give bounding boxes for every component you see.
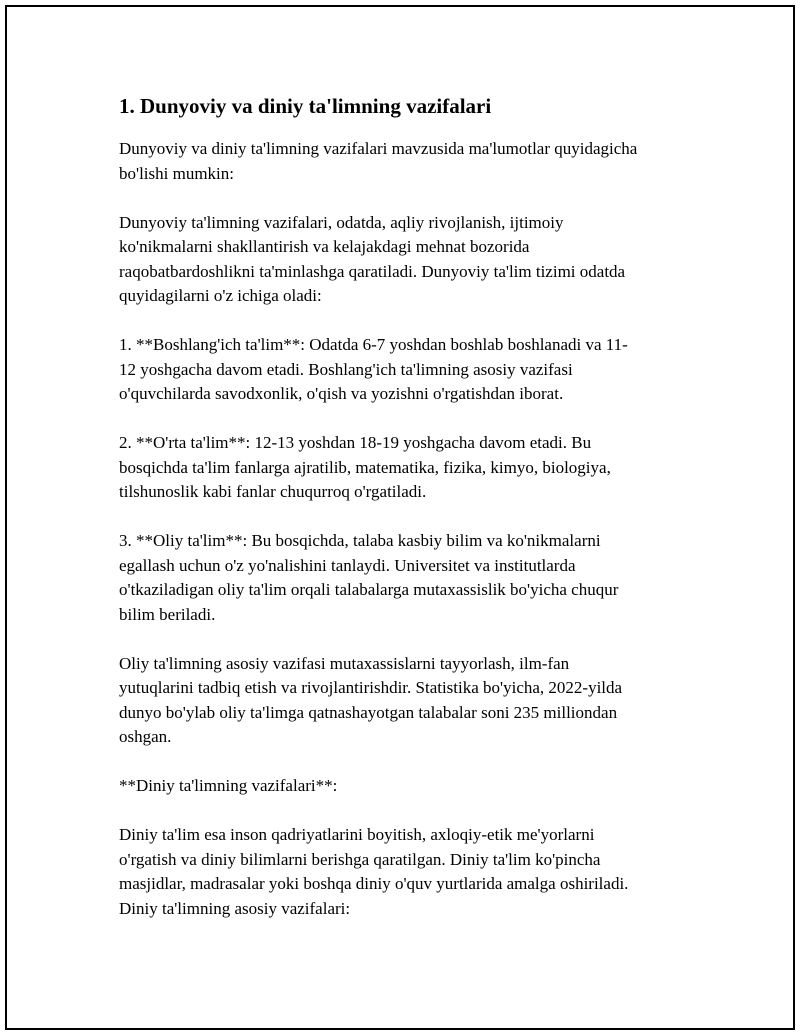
document-body [119, 91, 694, 946]
paragraph-religious-tasks: Diniy ta'lim esa inson qadriyatlarini boyitish, axloqiy-etik me'yorlarni o'rgatish va diniy bilimlarni berishga qaratilgan. Diniy ta'lim ko'pincha masjidlar, madrasalar yoki boshqa diniy o'quv yurtlarida amalga oshiriladi. Diniy ta'limning asosiy vazifalari: [119, 825, 629, 918]
paragraph-religious-heading: **Diniy ta'limning vazifalari**: [119, 776, 338, 795]
section-heading: 1. Dunyoviy va diniy ta'limning vazifalari [119, 94, 492, 118]
paragraph-intro: Dunyoviy va diniy ta'limning vazifalari mavzusida ma'lumotlar quyidagicha bo'lishi mumkin: [119, 139, 638, 183]
paragraph-secular-tasks: Dunyoviy ta'limning vazifalari, odatda, aqliy rivojlanish, ijtimoiy ko'nikmalarni shakllantirish va kelajakdagi mehnat bozorida raqobatbardoshlikni ta'minlashga qaratiladi. Dunyoviy ta'lim tizimi odatda quyidagilarni o'z ichiga oladi: [119, 212, 626, 305]
paragraph-primary-education: 1. **Boshlang'ich ta'lim**: Odatda 6-7 yoshdan boshlab boshlanadi va 11- 12 yoshgacha davom etadi. Boshlang'ich ta'limning asosiy vazifasi o'quvchilarda savodxonlik, o'qish va yozishni o'rgatishdan iborat. [119, 335, 628, 403]
paragraph-higher-education-tasks: Oliy ta'limning asosiy vazifasi mutaxassislarni tayyorlash, ilm-fan yutuqlarini tadbiq etish va rivojlantirishdir. Statistika bo'yicha, 2022-yilda dunyo bo'ylab oliy ta'limga qatnashayotgan talabalar soni 235 milliondan oshgan. [119, 653, 623, 746]
paragraph-secondary-education: 2. **O'rta ta'lim**: 12-13 yoshdan 18-19 yoshgacha davom etadi. Bu bosqichda ta'lim fanlarga ajratilib, matematika, fizika, kimyo, biologiya, tilshunoslik kabi fanlar chuqurroq o'rgatiladi. [119, 433, 611, 501]
document-page [5, 5, 795, 1030]
paragraph-higher-education: 3. **Oliy ta'lim**: Bu bosqichda, talaba kasbiy bilim va ko'nikmalarni egallash uchun o'z yo'nalishini tanlaydi. Universitet va institutlarda o'tkaziladigan oliy ta'lim orqali talabalarga mutaxassislik bo'yicha chuqur bilim beriladi. [119, 531, 619, 624]
